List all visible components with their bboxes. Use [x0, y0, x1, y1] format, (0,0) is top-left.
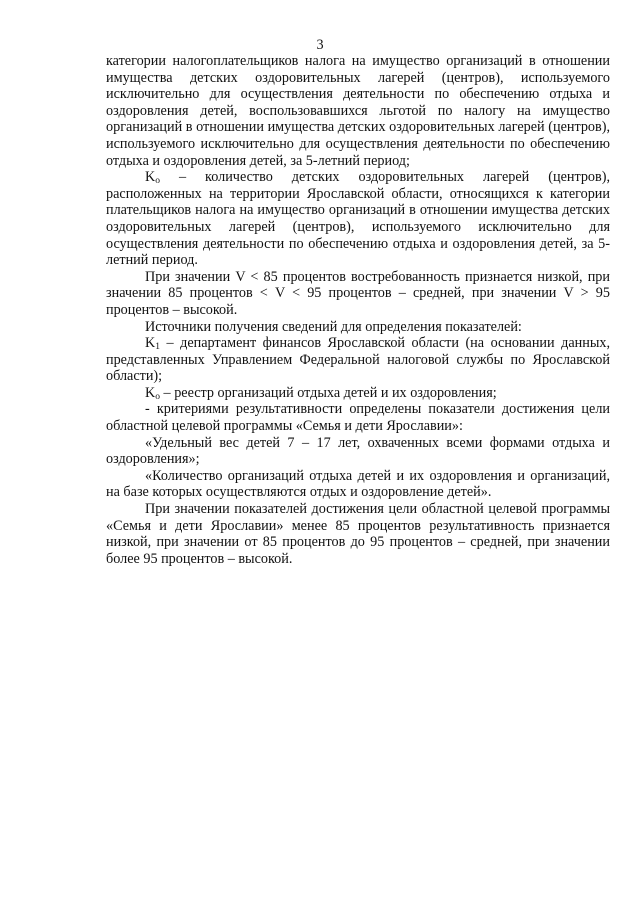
- paragraph-effectiveness-thresholds: [106, 501, 610, 567]
- paragraph-text: категории налогоплательщиков налога на имущество организаций в отношении имущества детских оздоровительных лагерей (центров), используемого исключительно для осуществления деятельности по обеспечению отдыха и оздоровления детей, воспользовавшихся льготой по налогу на имущество организаций в отношении имущества детских оздоровительных лагерей (центров), используемого исключительно для осуществления деятельности по обеспечению отдыха и оздоровления детей, за 5-летний период;: [106, 53, 610, 169]
- page-number: 3: [316, 37, 324, 53]
- formula-symbol: K: [145, 384, 156, 401]
- paragraph-indicator-share: [106, 435, 610, 468]
- paragraph-text: При значении V < 85 процентов востребованность признается низкой, при значении 85 процентов < V < 95 процентов – средней, при значении V > 95 процентов – высокой.: [106, 268, 610, 318]
- paragraph-data-sources: [106, 319, 610, 336]
- paragraph-k1-source: [106, 335, 610, 385]
- paragraph-text: - критериями результативности определены показатели достижения цели областной целевой программы «Семья и дети Ярославии»:: [106, 401, 610, 435]
- paragraph-effectiveness-criteria: [106, 401, 610, 434]
- paragraph-text: При значении показателей достижения цели областной целевой программы «Семья и дети Ярославии» менее 85 процентов результативность признается низкой, при значении от 85 процентов до 95 процентов – средней, при значении более 95 процентов – высокой.: [106, 501, 610, 567]
- paragraph-text: Источники получения сведений для определения показателей:: [145, 318, 522, 335]
- paragraph-k0-definition: [106, 169, 610, 269]
- paragraph-text: – департамент финансов Ярославской области (на основании данных, представленных Управлением Федеральной налоговой службы по Ярославской области);: [106, 335, 610, 385]
- formula-subscript: o: [155, 391, 160, 402]
- formula-subscript: o: [155, 176, 160, 187]
- paragraph-text: – реестр организаций отдыха детей и их оздоровления;: [160, 384, 497, 401]
- paragraph-text: «Количество организаций отдыха детей и их оздоровления и организаций, на базе которых осуществляются отдых и оздоровление детей».: [106, 467, 610, 501]
- document-body: [106, 53, 610, 567]
- formula-symbol: K: [145, 335, 156, 352]
- paragraph-text: – количество детских оздоровительных лагерей (центров), расположенных на территории Ярославской области, относящихся к категории плательщиков налога на имущество организаций в отношении имущества детских оздоровительных лагерей (центров), используемого исключительно для осуществления деятельности по обеспечению отдыха и оздоровления детей, за 5-летний период.: [106, 169, 610, 269]
- paragraph-demand-thresholds: [106, 269, 610, 319]
- paragraph-k0-source: [106, 385, 610, 402]
- paragraph-indicator-count: [106, 468, 610, 501]
- formula-symbol: K: [145, 169, 156, 186]
- paragraph-taxpayer-category: [106, 53, 610, 169]
- formula-subscript: 1: [155, 342, 160, 353]
- paragraph-text: «Удельный вес детей 7 – 17 лет, охваченных всеми формами отдыха и оздоровления»;: [106, 434, 610, 468]
